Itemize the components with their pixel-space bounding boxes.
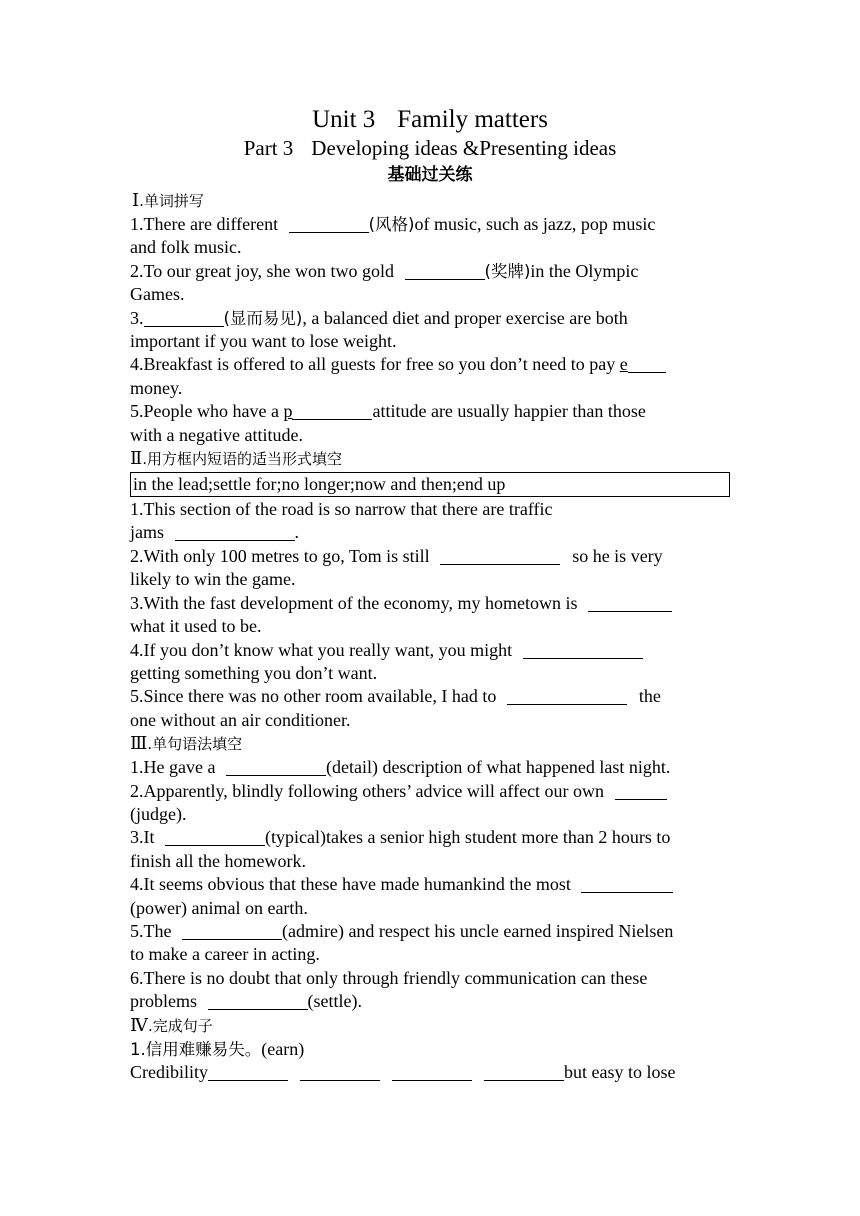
section-3-question-2: 2.Apparently, blindly following others’ advice will affect our own (judge). [130,780,730,827]
section-1-question-5: 5.People who have a p attitude are usually happier than those with a negative attitude. [130,401,646,445]
answer-blank[interactable] [289,214,369,233]
answer-blank[interactable] [484,1062,564,1081]
unit-name: Family matters [397,106,548,133]
answer-blank[interactable] [507,686,627,705]
section-4-question-1-prompt: 1.信用难赚易失。(earn) [130,1038,305,1059]
section-1-question-1: 1.There are different (风格)of music, such as jazz, pop music and folk music. [130,214,656,258]
section-4-heading: Ⅳ.完成句子 [130,1014,213,1035]
answer-blank[interactable] [392,1062,472,1081]
initial-letter: p [283,401,293,422]
section-2-question-2: 2.With only 100 metres to go, Tom is still so he is very likely to win the game. [130,545,663,590]
exercise-type-title: 基础过关练 [387,165,473,185]
answer-blank[interactable] [208,1062,288,1081]
section-3-question-5: 5.The (admire) and respect his uncle earned inspired Nielsen to make a career in acting. [130,920,674,965]
answer-blank[interactable] [300,1062,380,1081]
section-1-question-2: 2.To our great joy, she won two gold (奖牌)in the Olympic Games. [130,260,639,305]
worksheet-page [130,104,730,1084]
section-1-heading: Ⅰ.单词拼写 [132,190,204,210]
section-1-question-3: 3. (显而易见), a balanced diet and proper exercise are both important if you want to lose weight. [130,307,628,352]
answer-blank[interactable] [523,640,643,659]
answer-blank[interactable] [440,546,560,565]
section-3-heading: Ⅲ.单句语法填空 [130,733,243,754]
section-2-question-3: 3.With the fast development of the economy, my hometown is what it used to be. [130,592,730,639]
answer-blank[interactable] [405,261,485,280]
section-1-question-4: 4.Breakfast is offered to all guests for free so you don’t need to pay e money. [130,353,730,400]
answer-blank[interactable] [581,874,673,893]
section-4-question-1-answer: Credibility but easy to lose [130,1062,676,1082]
answer-blank[interactable] [144,308,224,327]
answer-blank[interactable] [292,401,372,420]
unit-title [130,104,730,136]
section-3-question-3: 3.It (typical)takes a senior high student more than 2 hours to finish all the homework. [130,827,671,871]
section-2-question-5: 5.Since there was no other room available, I had to the one without an air conditioner. [130,686,661,730]
section-3-question-4: 4.It seems obvious that these have made humankind the most (power) animal on earth. [130,873,730,920]
initial-letter: e [619,354,628,375]
answer-blank[interactable] [226,757,326,776]
answer-blank[interactable] [208,991,308,1010]
part-name: Developing ideas &Presenting ideas [311,136,617,160]
section-3-question-1: 1.He gave a (detail) description of what happened last night. [130,757,671,778]
section-2-heading: Ⅱ.用方框内短语的适当形式填空 [130,448,343,469]
answer-blank[interactable] [165,827,265,846]
answer-blank[interactable] [182,921,282,940]
part-number: Part 3 [243,136,294,160]
answer-blank[interactable] [628,354,666,373]
part-title [130,136,730,161]
section-2-question-4: 4.If you don’t know what you really want, you might getting something you don’t want. [130,639,730,686]
answer-blank[interactable] [175,522,295,541]
section-3-question-6: 6.There is no doubt that only through friendly communication can these problems (settle). [130,967,648,1012]
answer-blank[interactable] [588,593,672,612]
phrase-box: in the lead;settle for;no longer;now and then;end up [130,472,730,497]
section-2-question-1: 1.This section of the road is so narrow that there are traffic jams . [130,499,553,543]
unit-number: Unit 3 [312,106,376,133]
answer-blank[interactable] [615,781,667,800]
